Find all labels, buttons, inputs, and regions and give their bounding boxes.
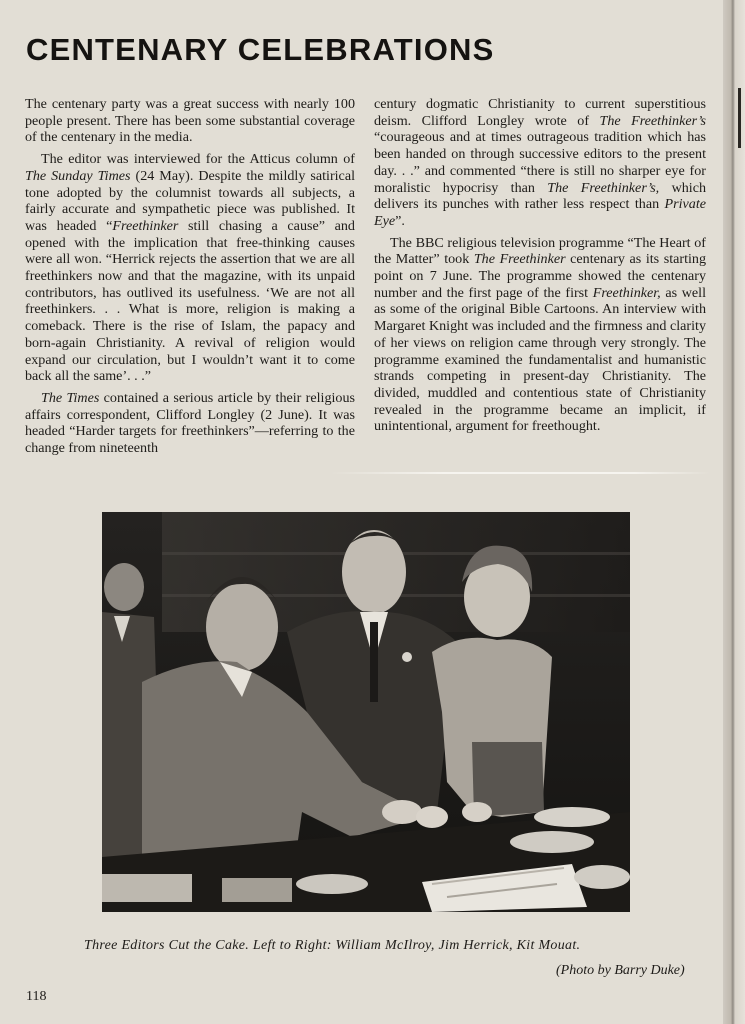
body-text: contained a serious article by their religious affairs correspondent, Clifford Longley (2 June). It was headed “Harder targets for freethinkers”—referring to the change from nineteenth xyxy=(25,389,355,457)
italic-title-text: Private Eye xyxy=(374,196,706,229)
body-text: ”. xyxy=(395,212,405,229)
body-text: which delivers its punches with rather less respect than xyxy=(374,179,707,213)
italic-title-text: The Freethinker xyxy=(473,251,566,268)
italic-title-text: The Sunday Times xyxy=(25,167,131,184)
body-text: still chasing a cause” and opened with the implication that free-thinking causes were all won. “Herrick rejects the assertion that we are all freethinkers now and that the magazine, with its unpaid contributors, has outlived its usefulness. ‘We are not all freethinkers. . . What is more, religion is making a comeback. There is the rise of Islam, the papacy and born-again Christianity. A revival of religion would expand our circulation, but I wouldn’t want it to come back all the same’. . .” xyxy=(25,217,355,385)
body-text: century dogmatic Christianity to current superstitious deism. Clifford Longley wrote of xyxy=(374,96,706,129)
article-paragraph xyxy=(374,235,706,435)
body-text: The centenary party was a great success with nearly 100 people present. There has been some substantial coverage of the centenary in the media. xyxy=(25,96,355,146)
article-paragraph xyxy=(25,96,355,146)
left-column xyxy=(25,96,355,462)
section-divider xyxy=(330,472,710,474)
italic-title-text: Freethinker, xyxy=(592,284,661,301)
photo-caption: Three Editors Cut the Cake. Left to Right: William McIlroy, Jim Herrick, Kit Mouat. xyxy=(84,938,581,953)
body-text: (24 May). Despite the mildly satirical tone adopted by the columnist towards all subjects, a fairly accurate and sympathetic piece was published. It was headed “ xyxy=(25,167,355,234)
photo-credit: (Photo by Barry Duke) xyxy=(556,963,685,978)
body-text: The editor was interviewed for the Atticus column of xyxy=(41,151,355,168)
gutter-mark xyxy=(738,88,741,148)
right-column xyxy=(374,96,706,440)
body-text: The BBC religious television programme “The Heart of the Matter” took xyxy=(374,234,706,268)
page-gutter-edge xyxy=(723,0,745,1024)
editors-cutting-cake-photo xyxy=(102,512,630,912)
body-text: “courageous and at times outrageous tradition which has been handed on through successive editors to the present day. . .” and commented “there is still no sharper eye for moralistic hypocrisy than xyxy=(374,129,706,196)
body-text: as well as some of the original Bible Cartoons. An interview with Margaret Knight was included and the firmness and clarity of her views on religion came through very strongly. The programme examined the fundamentalist and humanistic strands competing in present-day Christianity. The divided, muddled and contentious state of Christianity revealed in the programme became an implicit, if unintentional, argument for freethought. xyxy=(374,284,706,435)
article-paragraph xyxy=(374,96,706,230)
italic-title-text: The Times xyxy=(41,389,100,406)
italic-title-text: The Freethinker’s, xyxy=(547,179,660,196)
italic-title-text: Freethinker xyxy=(112,217,179,234)
body-text: centenary as its starting point on 7 June. The programme showed the centenary number and the first page of the first xyxy=(374,251,707,301)
article-paragraph xyxy=(25,390,355,457)
article-paragraph xyxy=(25,151,355,385)
italic-title-text: The Freethinker’s xyxy=(599,112,706,129)
article-title: CENTENARY CELEBRATIONS xyxy=(26,32,495,67)
page-number: 118 xyxy=(26,989,47,1004)
photo-illustration xyxy=(102,512,630,912)
